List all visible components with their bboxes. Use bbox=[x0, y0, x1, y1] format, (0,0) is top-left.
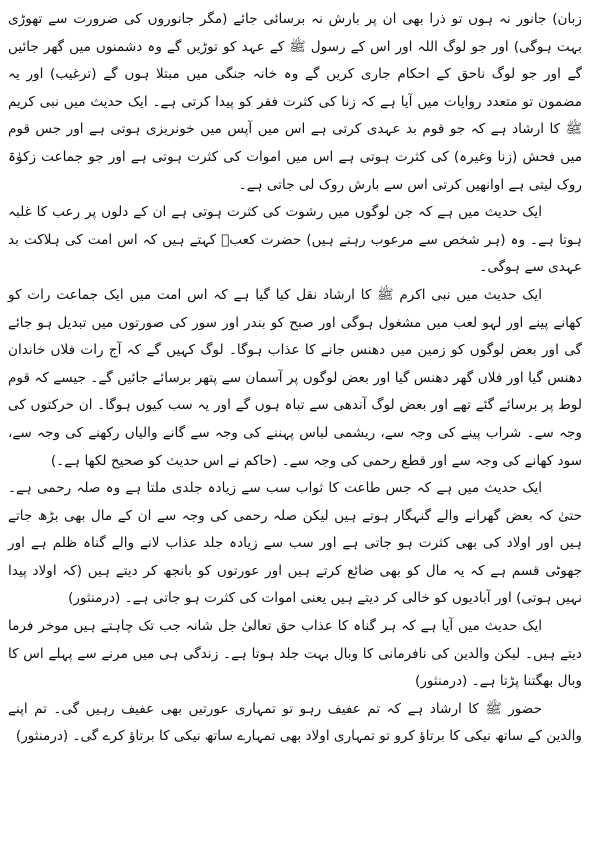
paragraph-3: ایک حدیث میں نبی اکرم ﷺ کا ارشاد نقل کیا گیا ہے کہ اس امت میں ایک جماعت رات کو کھانے پینے اور لہو لعب میں مشغول ہوگی اور صبح کو بندر اور سور کی صورتوں میں تبدیل ہو جائے گی اور بعض لوگوں کو زمین میں دھنس جانے کا عذاب ہوگا۔ لوگ کہیں گے کہ آج رات فلاں خاندان دھنس گیا اور فلاں گھر دھنس گیا اور بعض لوگوں پر آسمان سے پتھر برسائے جائیں گے۔ جیسے کہ قوم لوط پر برسائے گئے تھے اور بعض لوگ آندھی سے تباہ ہوں گے اور یہ سب کیوں ہوگا۔ ان حرکتوں کی وجہ سے۔ شراب پینے کی وجہ سے، ریشمی لباس پہننے کی وجہ سے گانے والیاں رکھنے کی وجہ سے، سود کھانے کی وجہ سے اور قطع رحمی کی وجہ سے۔ (حاکم نے اس حدیث کو صحیح لکھا ہے۔) bbox=[8, 286, 582, 469]
paragraph-1: زبان) جانور نہ ہوں تو ذرا بھی ان پر بارش نہ برسائی جائے (مگر جانوروں کی ضرورت سے تھوڑی بہت ہوگی) اور جو لوگ اللہ اور اس کے رسول ﷺ کے عہد کو توڑیں گے وہ دشمنوں میں گھر جائیں گے اور جو لوگ ناحق کے احکام جاری کریں گے وہ خانہ جنگی میں مبتلا ہوں گے (ترغیب) اور یہ مضمون تو متعدد روایات میں آیا ہے کہ زنا کی کثرت فقر کو پیدا کرتی ہے۔ ایک حدیث میں نبی کریم ﷺ کا ارشاد ہے کہ جو قوم بد عہدی کرتی ہے اس میں آپس میں خونریزی ہوتی ہے اور جس قوم میں فحش (زنا وغیرہ) کی کثرت ہوتی ہے اس میں اموات کی کثرت ہوتی ہے اور جو جماعت زکوٰۃ روک لیتی ہے اوانھیں کرتی اس سے بارش روک لی جاتی ہے۔ bbox=[8, 11, 582, 193]
paragraph-6: حضور ﷺ کا ارشاد ہے کہ تم عفیف رہو تو تمہاری عورتیں بھی عفیف رہیں گی۔ تم اپنے والدین کے ساتھ نیکی کا برتاؤ کرو تو تمہاری اولاد بھی تمہارے ساتھ نیکی کا برتاؤ کرے گی۔ (درمنثور) bbox=[8, 700, 582, 745]
paragraph-2: ایک حدیث میں ہے کہ جن لوگوں میں رشوت کی کثرت ہوتی ہے ان کے دلوں پر رعب کا غلبہ ہوتا ہے۔ وہ (ہر شخص سے مرعوب رہتے ہیں) حضرت کعبؓ کہتے ہیں کہ اس امت کی ہلاکت بد عہدی سے ہوگی۔ bbox=[8, 204, 582, 276]
paragraph-4: ایک حدیث میں ہے کہ جس طاعت کا ثواب سب سے زیادہ جلدی ملتا ہے وہ صلہ رحمی ہے۔ حتیٰ کہ بعض گھرانے والے گنہگار ہوتے ہیں لیکن صلہ رحمی کی وجہ سے ان کے مال بھی بڑھ جاتے ہیں اور اولاد کی بھی کثرت ہو جاتی ہے اور سب سے زیادہ جلد عذاب لانے والے گناہ ظلم ہے اور جھوٹی قسم ہے کہ یہ مال کو بھی ضائع کرتے ہیں اور عورتوں کو بانجھ کر دیتے ہیں (کہ اولاد پیدا نہیں ہوتی) اور آبادیوں کو خالی کر دیتے ہیں یعنی اموات کی کثرت ہو جاتی ہے۔ (درمنثور) bbox=[8, 480, 582, 607]
paragraph-5: ایک حدیث میں آیا ہے کہ ہر گناہ کا عذاب حق تعالیٰ جل شانہ جب تک چاہتے ہیں موخر فرما دیتے ہیں۔ لیکن والدین کی نافرمانی کا وبال بہت جلد ہوتا ہے۔ زندگی ہی میں مرنے سے پہلے اس کا وبال بھگتنا پڑتا ہے۔ (درمنثور) bbox=[8, 618, 582, 690]
urdu-text-body bbox=[8, 6, 582, 751]
